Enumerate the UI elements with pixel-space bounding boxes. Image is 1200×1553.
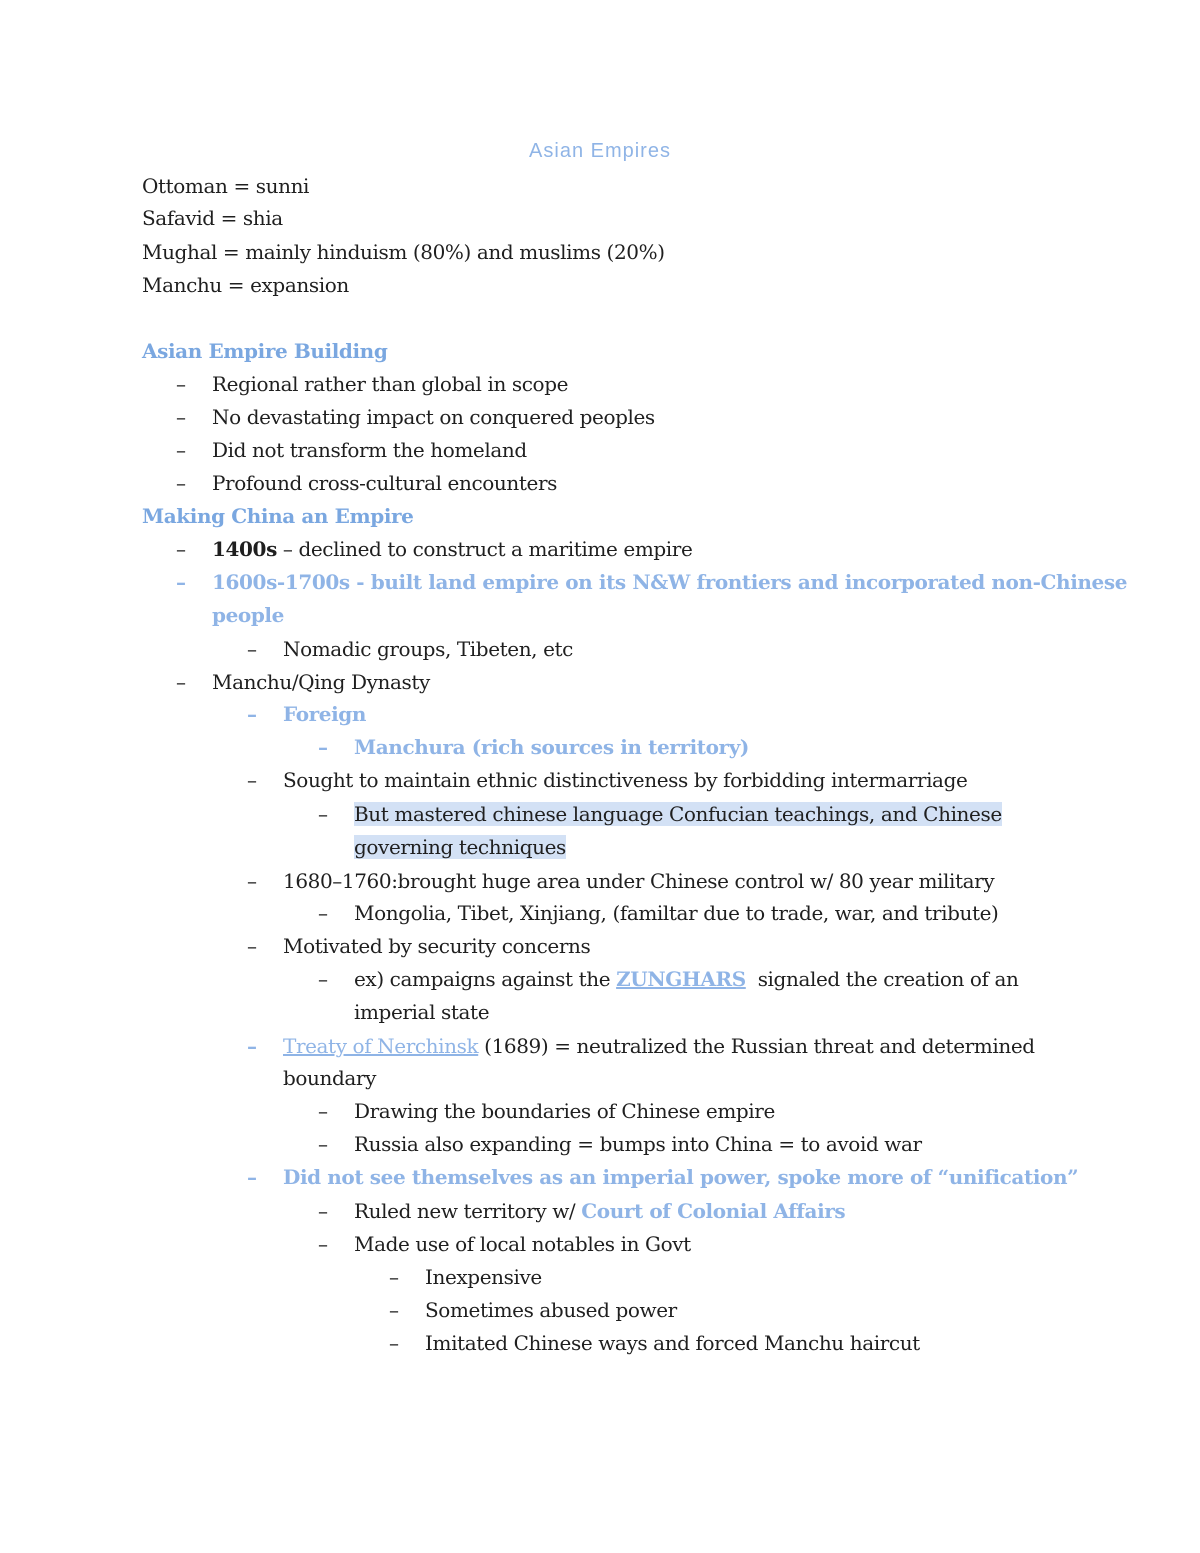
bullet-text: Ruled new territory w/: [354, 1199, 582, 1223]
bullet-item: [318, 1095, 775, 1128]
bullet-text: Manchura (rich sources in territory): [354, 735, 749, 759]
bullet-item: [176, 566, 1128, 599]
bullet-item: [176, 533, 693, 566]
treaty-link[interactable]: Treaty of Nerchinsk: [283, 1034, 479, 1058]
section-heading: Making China an Empire: [142, 504, 414, 528]
bullet-item: [389, 1294, 677, 1327]
bullet-text: No devastating impact on conquered peoples: [212, 405, 655, 429]
bullet-text: Did not see themselves as an imperial power, spoke more of “unification”: [283, 1165, 1079, 1189]
dash-bullet: –: [176, 570, 186, 594]
dash-bullet: –: [247, 768, 257, 792]
dash-bullet: –: [389, 1331, 399, 1355]
dash-bullet: –: [389, 1265, 399, 1289]
bullet-text: Made use of local notables in Govt: [354, 1232, 691, 1256]
bullet-text: ex) campaigns against the: [354, 967, 617, 991]
dash-bullet: –: [318, 901, 328, 925]
bullet-text: (1689) = neutralized the Russian threat and determined: [478, 1034, 1035, 1058]
religion-line: Mughal = mainly hinduism (80%) and muslims (20%): [142, 240, 665, 264]
bullet-item: [247, 698, 367, 731]
bullet-item: [176, 368, 569, 401]
bullet-item: [318, 897, 999, 930]
bullet-item: [247, 633, 573, 666]
section-heading: Asian Empire Building: [142, 339, 388, 363]
bullet-item: [176, 666, 430, 699]
bullet-text: Sometimes abused power: [425, 1298, 677, 1322]
bullet-text: signaled the creation of an: [745, 967, 1019, 991]
bullet-item: [389, 1261, 542, 1294]
dash-bullet: –: [176, 537, 186, 561]
bullet-text: Did not transform the homeland: [212, 438, 527, 462]
page-title: Asian Empires: [529, 140, 671, 162]
bullet-item: [318, 731, 749, 764]
dash-bullet: –: [247, 1034, 257, 1058]
dash-bullet: –: [247, 1165, 257, 1189]
bullet-text: Mongolia, Tibet, Xinjiang, (familtar due to trade, war, and tribute): [354, 901, 999, 925]
dash-bullet: –: [389, 1298, 399, 1322]
bullet-item: [318, 1128, 922, 1161]
bullet-text: Inexpensive: [425, 1265, 542, 1289]
bullet-text-continued: boundary: [283, 1066, 376, 1090]
bullet-item: [247, 764, 968, 797]
dash-bullet: –: [176, 670, 186, 694]
dash-bullet: –: [318, 1099, 328, 1123]
dash-bullet: –: [318, 802, 328, 826]
dash-bullet: –: [176, 372, 186, 396]
bullet-text-continued: [354, 831, 566, 864]
religion-line: Safavid = shia: [142, 206, 283, 230]
bullet-text: 1680–1760:brought huge area under Chinese control w/ 80 year military: [283, 869, 995, 893]
highlighted-text: But mastered chinese language Confucian teachings, and Chinese: [354, 802, 1002, 826]
bullet-text: 1600s-1700s - built land empire on its N&W frontiers and incorporated non-Chinese: [212, 570, 1128, 594]
dash-bullet: –: [247, 637, 257, 661]
bullet-item: [247, 930, 591, 963]
bullet-text: Motivated by security concerns: [283, 934, 591, 958]
bullet-text: Regional rather than global in scope: [212, 372, 569, 396]
bullet-text: Manchu/Qing Dynasty: [212, 670, 430, 694]
bullet-text: Imitated Chinese ways and forced Manchu haircut: [425, 1331, 920, 1355]
bullet-item: [318, 963, 1019, 996]
bullet-item: [176, 401, 655, 434]
dash-bullet: –: [247, 934, 257, 958]
religion-line: Ottoman = sunni: [142, 174, 310, 198]
bullet-text-continued: imperial state: [354, 1000, 490, 1024]
dash-bullet: –: [176, 471, 186, 495]
bullet-text: Sought to maintain ethnic distinctiveness by forbidding intermarriage: [283, 768, 968, 792]
dash-bullet: –: [176, 438, 186, 462]
dash-bullet: –: [247, 869, 257, 893]
zunghars-link[interactable]: ZUNGHARS: [616, 967, 746, 991]
dash-bullet: –: [247, 702, 257, 726]
dash-bullet: –: [318, 1199, 328, 1223]
bullet-item: [318, 1195, 846, 1228]
bullet-text: Russia also expanding = bumps into China = to avoid war: [354, 1132, 922, 1156]
bullet-text: – declined to construct a maritime empire: [276, 537, 693, 561]
bullet-text: Profound cross-cultural encounters: [212, 471, 557, 495]
bullet-item: [247, 1161, 1079, 1194]
bullet-item: [247, 1030, 1035, 1063]
bullet-item: [176, 434, 527, 467]
bullet-item: [318, 1228, 691, 1261]
bullet-item: [247, 865, 995, 898]
bullet-text-continued: people: [212, 603, 284, 627]
highlighted-text: governing techniques: [354, 835, 566, 859]
dash-bullet: –: [318, 1232, 328, 1256]
bullet-item: [389, 1327, 920, 1360]
dash-bullet: –: [176, 405, 186, 429]
blue-text: Court of Colonial Affairs: [581, 1199, 846, 1223]
dash-bullet: –: [318, 735, 328, 759]
bullet-text: Foreign: [283, 702, 367, 726]
bullet-item: [318, 798, 1002, 831]
bullet-text: Drawing the boundaries of Chinese empire: [354, 1099, 775, 1123]
bullet-text: Nomadic groups, Tibeten, etc: [283, 637, 573, 661]
bold-text: 1400s: [212, 537, 277, 561]
bullet-item: [176, 467, 557, 500]
religion-line: Manchu = expansion: [142, 273, 349, 297]
dash-bullet: –: [318, 967, 328, 991]
dash-bullet: –: [318, 1132, 328, 1156]
